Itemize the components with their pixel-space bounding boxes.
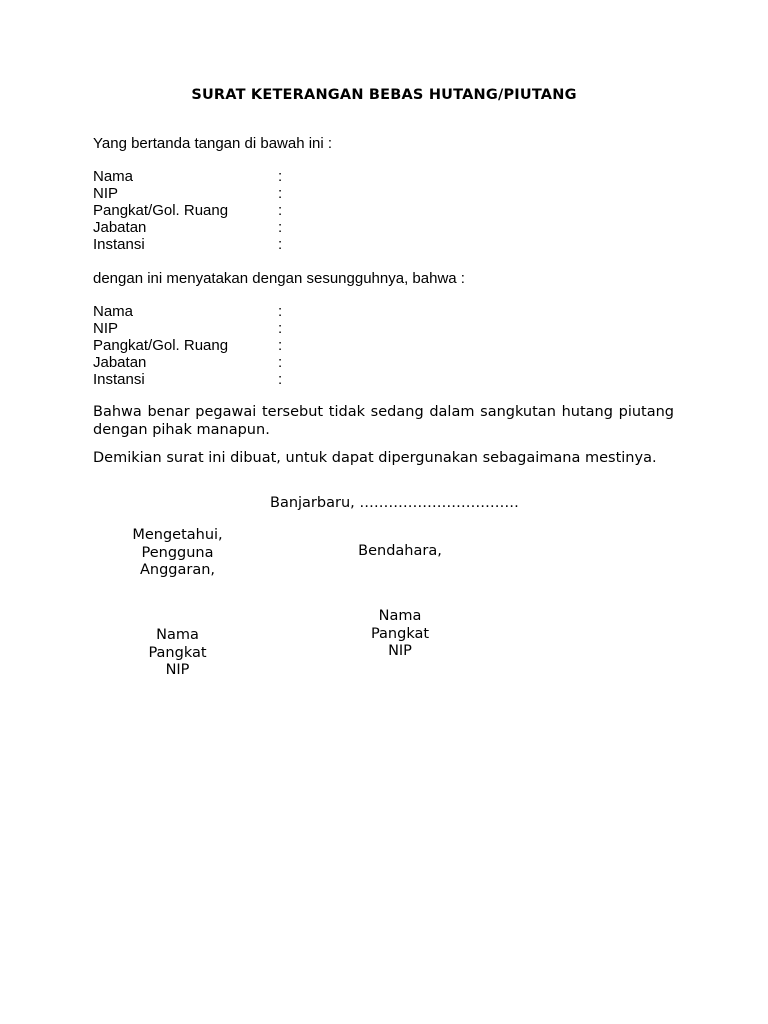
field-label: Jabatan — [93, 354, 147, 371]
signature-line: NIP — [388, 643, 412, 659]
field-label: Instansi — [93, 371, 145, 388]
field-label: Jabatan — [93, 219, 147, 236]
field-colon: : — [278, 236, 283, 253]
field-colon: : — [278, 371, 283, 388]
field-label: NIP — [93, 185, 119, 202]
signature-line: NIP — [165, 662, 190, 678]
field-colon: : — [278, 320, 283, 337]
field-label: Pangkat/Gol. Ruang — [93, 202, 229, 219]
field-label: NIP — [93, 320, 119, 337]
signature-line: Anggaran, — [139, 562, 216, 578]
field-colon: : — [278, 354, 283, 371]
field-label: Nama — [93, 303, 134, 320]
field-colon: : — [278, 185, 283, 202]
signature-line: Pangkat — [370, 625, 430, 642]
signature-line: Bendahara, — [358, 543, 442, 559]
intro-text: Yang bertanda tangan di bawah ini : — [93, 135, 333, 152]
field-colon: : — [278, 202, 283, 219]
paragraph-closing: Demikian surat ini dibuat, untuk dapat dipergunakan sebagaimana mestinya. — [93, 450, 657, 466]
signature-line: Pangkat — [148, 644, 207, 661]
field-label: Nama — [93, 168, 134, 185]
signature-line: Nama — [156, 627, 199, 643]
field-label: Instansi — [93, 236, 145, 253]
signature-line: Nama — [378, 608, 422, 624]
field-colon: : — [278, 303, 283, 320]
signature-left-title — [110, 527, 245, 580]
signature-right-title — [330, 543, 470, 561]
field-colon: : — [278, 337, 283, 354]
signature-line: Pengguna — [141, 544, 214, 561]
document-title: SURAT KETERANGAN BEBAS HUTANG/PIUTANG — [191, 87, 577, 103]
signature-left-name — [110, 627, 245, 680]
statement-text: dengan ini menyatakan dengan sesungguhnya, bahwa : — [93, 270, 465, 287]
field-colon: : — [278, 168, 283, 185]
field-colon: : — [278, 219, 283, 236]
place-date: Banjarbaru, …………………………… — [270, 495, 519, 511]
field-label: Pangkat/Gol. Ruang — [93, 337, 229, 354]
signature-line: Mengetahui, — [132, 527, 223, 543]
signature-right-name — [330, 608, 470, 661]
paragraph-no-debt: Bahwa benar pegawai tersebut tidak sedang dalam sangkutan hutang piutang dengan pihak manapun. — [93, 404, 674, 438]
